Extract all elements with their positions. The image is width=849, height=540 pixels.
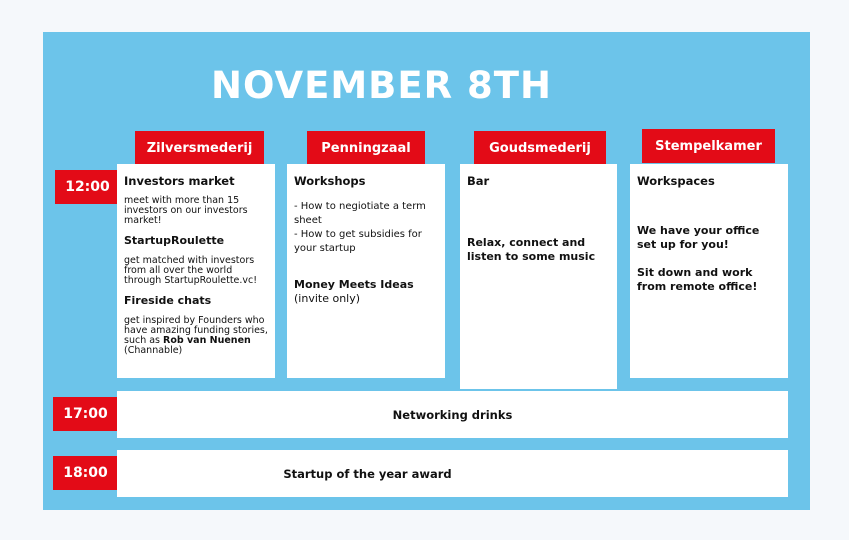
founder-name: Rob van Nuenen — [163, 335, 251, 346]
card-penningzaal — [287, 164, 445, 378]
bar-heading: Bar — [467, 174, 490, 188]
bar-text: Relax, connect and listen to some music — [467, 236, 596, 263]
room-tag-stempelkamer: Stempelkamer — [642, 129, 775, 163]
investors-market-text: meet with more than 15 investors on our investors market! — [124, 195, 248, 226]
room-tag-goudsmederij: Goudsmederij — [474, 131, 606, 165]
workspaces-text: Sit down and work from remote office! — [637, 266, 758, 293]
workshop-item: - How to negiotiate a term sheet — [294, 201, 426, 226]
card-zilversmederij — [117, 164, 275, 378]
page-title: NOVEMBER 8TH — [211, 64, 552, 107]
workspaces-text: We have your office set up for you! — [637, 224, 760, 251]
award-strip: Startup of the year award — [117, 450, 788, 497]
money-meets-ideas-heading: Money Meets Ideas — [294, 278, 414, 291]
workspaces-heading: Workspaces — [637, 174, 715, 188]
card-goudsmederij — [460, 164, 617, 389]
time-tag-1200: 12:00 — [55, 170, 120, 204]
room-tag-zilversmederij: Zilversmederij — [135, 131, 264, 165]
money-meets-ideas-note: (invite only) — [294, 292, 361, 305]
networking-drinks-strip: Networking drinks — [117, 391, 788, 438]
fireside-chats-text: get inspired by Founders who have amazing funding stories, such as Rob van Nuenen (Channable) — [124, 315, 268, 356]
time-tag-1700: 17:00 — [53, 397, 118, 431]
card-stempelkamer — [630, 164, 788, 378]
time-tag-1800: 18:00 — [53, 456, 118, 490]
workshop-item: - How to get subsidies for your startup — [294, 229, 422, 254]
room-tag-penningzaal: Penningzaal — [307, 131, 425, 165]
startup-roulette-heading: StartupRoulette — [124, 234, 225, 247]
workshops-heading: Workshops — [294, 174, 366, 188]
fireside-chats-heading: Fireside chats — [124, 294, 212, 307]
startup-roulette-text: get matched with investors from all over the world through StartupRoulette.vc! — [124, 255, 258, 286]
investors-market-heading: Investors market — [124, 174, 235, 188]
